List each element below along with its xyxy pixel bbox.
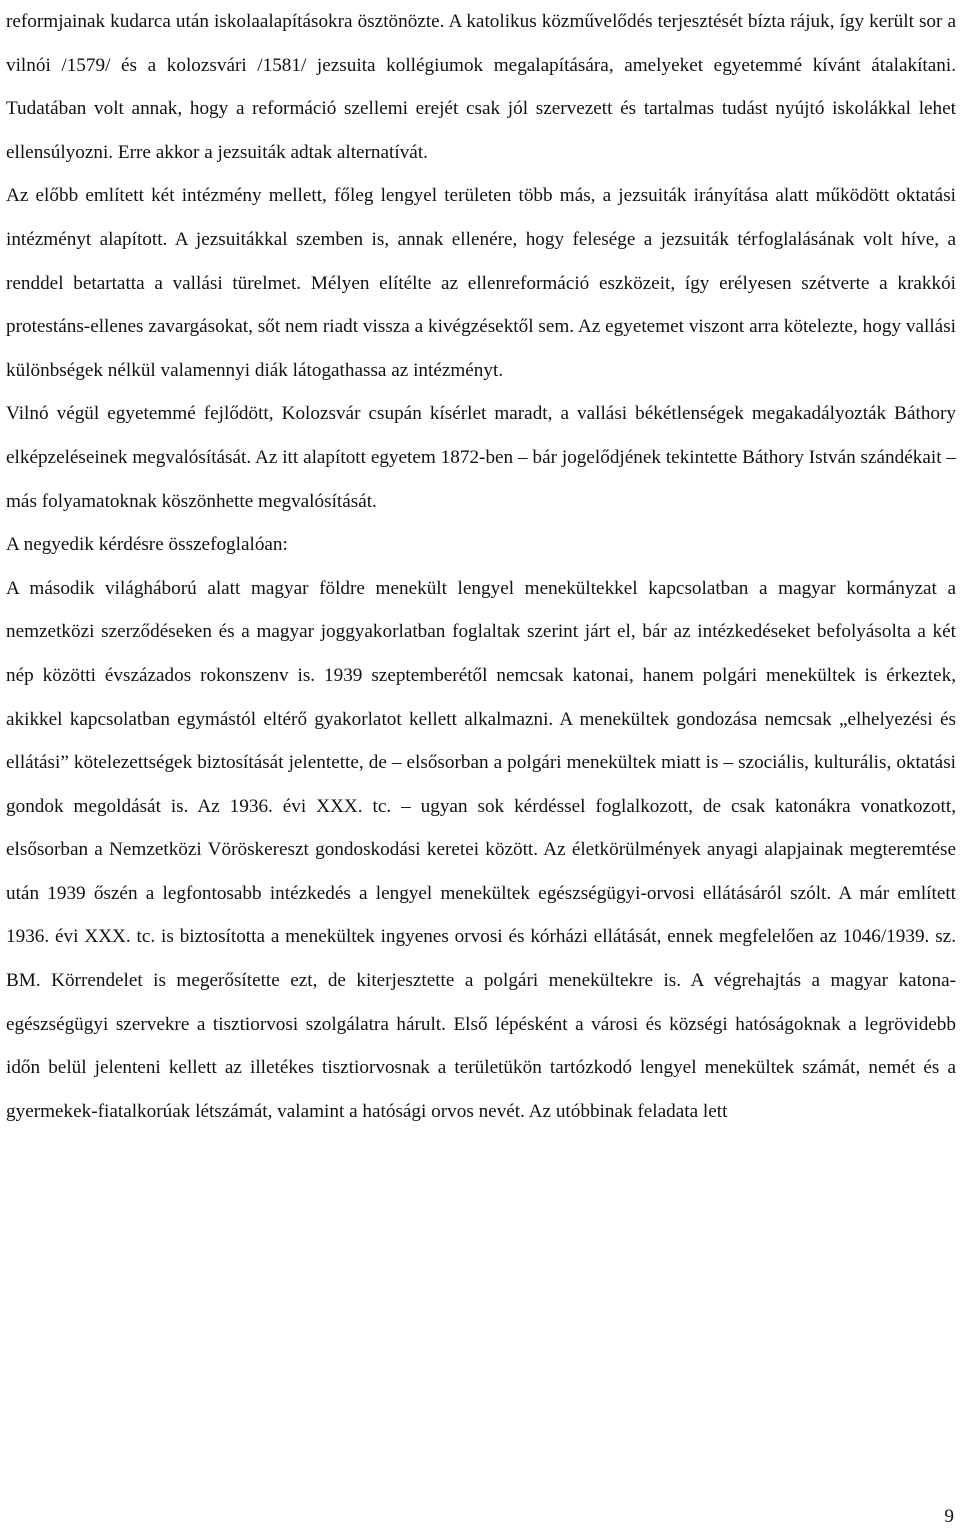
paragraph-jesuit-colleges: reformjainak kudarca után iskolaalapításokra ösztönözte. A katolikus közművelődés terjesztését bízta rájuk, így került sor a vilnói /1579/ és a kolozsvári /1581/ jezsuita kollégiumok megalapítására, amelyeket egyetemmé kívánt átalakítani. Tudatában volt annak, hogy a reformáció szellemi erejét csak jól szervezett és tartalmas tudást nyújtó iskolákkal lehet ellensúlyozni. Erre akkor a jezsuiták adtak alternatívát. xyxy=(6,11,956,163)
paragraph-religious-tolerance: Az előbb említett két intézmény mellett, főleg lengyel területen több más, a jezsuiták irányítása alatt működött oktatási intézményt alapított. A jezsuitákkal szemben is, annak ellenére, hogy felesége a jezsuiták térfoglalásának volt híve, a renddel betartatta a vallási türelmet. Mélyen elítélte az ellenreformáció eszközeit, így erélyesen szétverte a krakkói protestáns-ellenes zavargásokat, sőt nem riadt vissza a kivégzésektől sem. Az egyetemet viszont arra kötelezte, hogy vallási különbségek nélkül valamennyi diák látogathassa az intézményt. xyxy=(6,185,956,381)
document-body xyxy=(6,0,956,1133)
paragraph-polish-refugees: A második világháború alatt magyar földre menekült lengyel menekültekkel kapcsolatban a magyar kormányzat a nemzetközi szerződéseken és a magyar joggyakorlatban foglaltak szerint járt el, bár az intézkedéseket befolyásolta a két nép közötti évszázados rokonszenv is. 1939 szeptemberétől nemcsak katonai, hanem polgári menekültek is érkeztek, akikkel kapcsolatban egymástól eltérő gyakorlatot kellett alkalmazni. A menekültek gondozása nemcsak „elhelyezési és ellátási” kötelezettségek biztosítását jelentette, de – elsősorban a polgári menekültek miatt is – szociális, kulturális, oktatási gondok megoldását is. Az 1936. évi XXX. tc. – ugyan sok kérdéssel foglalkozott, de csak katonákra vonatkozott, elsősorban a Nemzetközi Vöröskereszt gondoskodási keretei között. Az életkörülmények anyagi alapjainak megteremtése után 1939 őszén a legfontosabb intézkedés a lengyel menekültek egészségügyi-orvosi ellátásáról szólt. A már említett 1936. évi XXX. tc. is biztosította a menekültek ingyenes orvosi és kórházi ellátását, ennek megfelelően az 1046/1939. sz. BM. Körrendelet is megerősítette ezt, de kiterjesztette a polgári menekültekre is. A végrehajtás a magyar katona-egészségügyi szervekre a tisztiorvosi szolgálatra hárult. Első lépésként a városi és községi hatóságoknak a legrövidebb időn belül jelenteni kellett az illetékes tisztiorvosnak a területükön tartózkodó lengyel menekültek számát, nemét és a gyermekek-fiatalkorúak létszámát, valamint a hatósági orvos nevét. Az utóbbinak feladata lett xyxy=(6,577,956,1122)
paragraph-fourth-question-heading: A negyedik kérdésre összefoglalóan: xyxy=(6,534,288,556)
paragraph-vilno-university: Vilnó végül egyetemmé fejlődött, Kolozsvár csupán kísérlet maradt, a vallási békétlenségek megakadályozták Báthory elképzeléseinek megvalósítását. Az itt alapított egyetem 1872-ben – bár jogelődjének tekintette Báthory István szándékait – más folyamatoknak köszönhette megvalósítását. xyxy=(6,403,956,512)
page-number: 9 xyxy=(944,1506,954,1527)
